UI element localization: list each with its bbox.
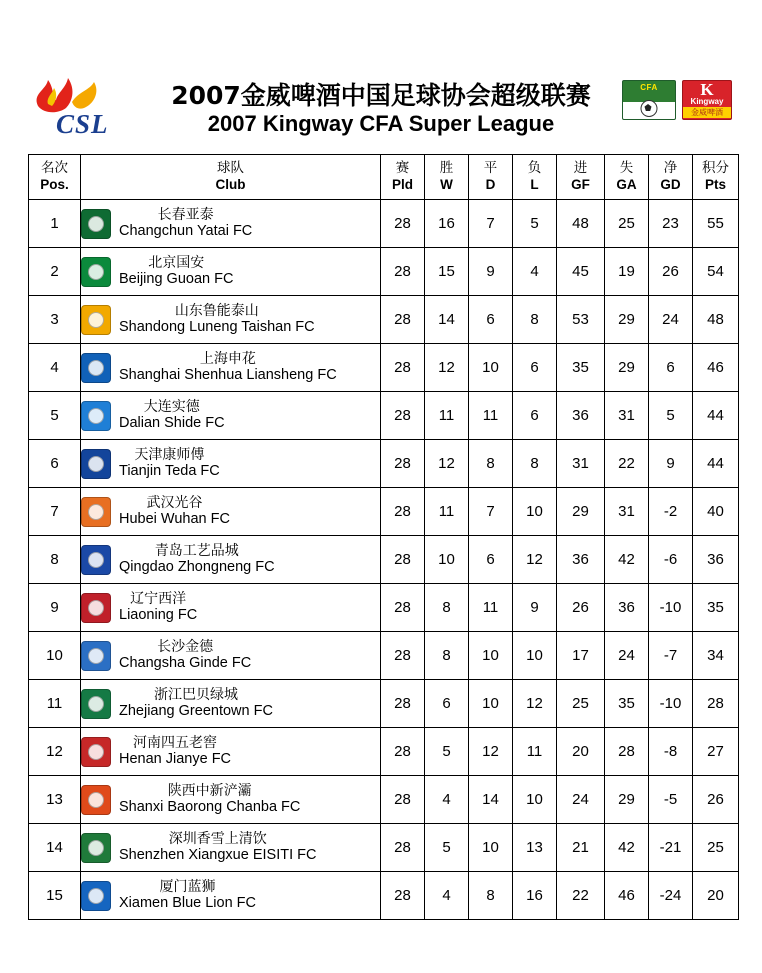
cell-position: 3 bbox=[29, 296, 81, 344]
club-names bbox=[119, 303, 315, 337]
league-standings-table bbox=[28, 154, 739, 920]
cell-goals-against: 28 bbox=[605, 728, 649, 776]
column-header-gf-cn: 进 bbox=[573, 160, 588, 177]
column-header-gf-en: GF bbox=[571, 177, 590, 192]
table-row bbox=[29, 440, 739, 488]
cell-played: 28 bbox=[381, 296, 425, 344]
club-names bbox=[119, 447, 220, 481]
cell-club bbox=[81, 872, 381, 920]
table-body bbox=[29, 200, 739, 920]
cell-points: 26 bbox=[693, 776, 739, 824]
kingway-logo-cn: 金威啤酒 bbox=[683, 107, 731, 118]
column-header-gd bbox=[649, 155, 693, 200]
cell-goal-difference: -2 bbox=[649, 488, 693, 536]
cell-points: 20 bbox=[693, 872, 739, 920]
cell-lost: 10 bbox=[513, 632, 557, 680]
club-name-en: Shenzhen Xiangxue EISITI FC bbox=[119, 847, 317, 864]
cell-drawn: 11 bbox=[469, 584, 513, 632]
cell-club bbox=[81, 776, 381, 824]
club-crest-icon bbox=[81, 737, 111, 767]
cell-won: 12 bbox=[425, 344, 469, 392]
club-names bbox=[119, 687, 273, 721]
cell-goals-for: 20 bbox=[557, 728, 605, 776]
column-header-l-en: L bbox=[530, 177, 539, 192]
cell-club bbox=[81, 344, 381, 392]
club-crest-icon bbox=[81, 689, 111, 719]
cell-played: 28 bbox=[381, 584, 425, 632]
column-header-l-cn: 负 bbox=[527, 160, 542, 177]
cell-drawn: 10 bbox=[469, 344, 513, 392]
cell-position: 14 bbox=[29, 824, 81, 872]
cell-played: 28 bbox=[381, 248, 425, 296]
cell-played: 28 bbox=[381, 392, 425, 440]
cell-won: 11 bbox=[425, 488, 469, 536]
cell-position: 4 bbox=[29, 344, 81, 392]
club-crest-icon bbox=[81, 833, 111, 863]
club-name-cn: 河南四五老窖 bbox=[133, 734, 218, 751]
cell-goal-difference: 6 bbox=[649, 344, 693, 392]
cell-goal-difference: -10 bbox=[649, 584, 693, 632]
club-name-en: Dalian Shide FC bbox=[119, 415, 225, 432]
club-names bbox=[119, 879, 256, 913]
club-names bbox=[119, 399, 225, 433]
cell-lost: 10 bbox=[513, 776, 557, 824]
column-header-pld bbox=[381, 155, 425, 200]
club-name-en: Henan Jianye FC bbox=[119, 751, 232, 768]
cell-lost: 8 bbox=[513, 440, 557, 488]
cell-played: 28 bbox=[381, 680, 425, 728]
column-header-d-cn: 平 bbox=[483, 160, 498, 177]
standings-page bbox=[0, 70, 762, 973]
club-names bbox=[119, 255, 233, 289]
table-row bbox=[29, 296, 739, 344]
club-name-en: Tianjin Teda FC bbox=[119, 463, 220, 480]
cell-position: 1 bbox=[29, 200, 81, 248]
cfa-logo bbox=[622, 80, 676, 120]
cell-won: 12 bbox=[425, 440, 469, 488]
cell-drawn: 9 bbox=[469, 248, 513, 296]
cell-club bbox=[81, 584, 381, 632]
cell-goals-against: 31 bbox=[605, 488, 649, 536]
cell-drawn: 7 bbox=[469, 200, 513, 248]
club-names bbox=[119, 543, 275, 577]
cell-played: 28 bbox=[381, 200, 425, 248]
cell-drawn: 11 bbox=[469, 392, 513, 440]
club-crest-icon bbox=[81, 593, 111, 623]
cell-points: 34 bbox=[693, 632, 739, 680]
cell-won: 11 bbox=[425, 392, 469, 440]
cell-club bbox=[81, 488, 381, 536]
cell-won: 16 bbox=[425, 200, 469, 248]
cell-club bbox=[81, 296, 381, 344]
cell-lost: 8 bbox=[513, 296, 557, 344]
kingway-logo-initial: K bbox=[700, 80, 714, 99]
cell-goal-difference: -5 bbox=[649, 776, 693, 824]
cell-goals-for: 17 bbox=[557, 632, 605, 680]
cell-goals-for: 48 bbox=[557, 200, 605, 248]
cell-drawn: 6 bbox=[469, 536, 513, 584]
club-name-en: Changchun Yatai FC bbox=[119, 223, 253, 240]
club-name-cn: 山东鲁能泰山 bbox=[174, 302, 259, 319]
cell-lost: 4 bbox=[513, 248, 557, 296]
column-header-pos bbox=[29, 155, 81, 200]
cell-club bbox=[81, 248, 381, 296]
cell-points: 36 bbox=[693, 536, 739, 584]
club-name-cn: 浙江巴贝绿城 bbox=[153, 686, 238, 703]
cell-goals-against: 25 bbox=[605, 200, 649, 248]
kingway-logo-en: Kingway bbox=[690, 97, 724, 106]
cell-goals-against: 42 bbox=[605, 536, 649, 584]
cell-position: 5 bbox=[29, 392, 81, 440]
cell-goals-against: 29 bbox=[605, 344, 649, 392]
cell-points: 44 bbox=[693, 392, 739, 440]
cell-lost: 6 bbox=[513, 344, 557, 392]
cell-goals-against: 29 bbox=[605, 776, 649, 824]
cell-goals-for: 45 bbox=[557, 248, 605, 296]
club-crest-icon bbox=[81, 785, 111, 815]
column-header-ga bbox=[605, 155, 649, 200]
cell-points: 46 bbox=[693, 344, 739, 392]
cell-position: 12 bbox=[29, 728, 81, 776]
cell-won: 8 bbox=[425, 632, 469, 680]
cell-played: 28 bbox=[381, 536, 425, 584]
column-header-l bbox=[513, 155, 557, 200]
cell-goals-against: 31 bbox=[605, 392, 649, 440]
club-name-cn: 长沙金德 bbox=[157, 638, 214, 655]
cell-points: 35 bbox=[693, 584, 739, 632]
cell-club bbox=[81, 200, 381, 248]
cell-goals-against: 29 bbox=[605, 296, 649, 344]
column-header-pos-en: Pos. bbox=[40, 177, 69, 192]
club-name-cn: 深圳香雪上清饮 bbox=[168, 830, 267, 847]
column-header-w-en: W bbox=[440, 177, 453, 192]
club-names bbox=[119, 831, 316, 865]
cell-position: 6 bbox=[29, 440, 81, 488]
column-header-gd-en: GD bbox=[660, 177, 681, 192]
club-crest-icon bbox=[81, 353, 111, 383]
club-name-cn: 上海申花 bbox=[199, 350, 256, 367]
cell-won: 6 bbox=[425, 680, 469, 728]
cell-won: 10 bbox=[425, 536, 469, 584]
cell-played: 28 bbox=[381, 776, 425, 824]
column-header-club bbox=[81, 155, 381, 200]
sponsor-logos bbox=[622, 80, 732, 120]
club-names bbox=[119, 783, 300, 817]
cell-points: 44 bbox=[693, 440, 739, 488]
cell-goal-difference: -7 bbox=[649, 632, 693, 680]
cell-club bbox=[81, 680, 381, 728]
cell-goal-difference: -8 bbox=[649, 728, 693, 776]
club-name-en: Shanghai Shenhua Liansheng FC bbox=[119, 367, 337, 384]
table-row bbox=[29, 248, 739, 296]
club-names bbox=[119, 639, 251, 673]
table-row bbox=[29, 776, 739, 824]
csl-wordmark: CSL bbox=[56, 109, 109, 139]
club-name-en: Zhejiang Greentown FC bbox=[119, 703, 273, 720]
cell-club bbox=[81, 824, 381, 872]
cell-lost: 16 bbox=[513, 872, 557, 920]
club-crest-icon bbox=[81, 257, 111, 287]
cell-drawn: 8 bbox=[469, 440, 513, 488]
page-title-cn: 2007金威啤酒中国足球协会超级联赛 bbox=[171, 80, 591, 110]
club-name-cn: 厦门蓝狮 bbox=[159, 878, 216, 895]
club-name-en: Shandong Luneng Taishan FC bbox=[119, 319, 315, 336]
cell-drawn: 14 bbox=[469, 776, 513, 824]
cell-drawn: 10 bbox=[469, 680, 513, 728]
table-row bbox=[29, 392, 739, 440]
cell-goals-for: 22 bbox=[557, 872, 605, 920]
club-names bbox=[119, 735, 231, 769]
column-header-pts-cn: 积分 bbox=[702, 160, 729, 177]
table-row bbox=[29, 584, 739, 632]
cell-points: 28 bbox=[693, 680, 739, 728]
cell-won: 15 bbox=[425, 248, 469, 296]
club-name-en: Liaoning FC bbox=[119, 607, 198, 624]
club-name-en: Hubei Wuhan FC bbox=[119, 511, 230, 528]
club-name-cn: 青岛工艺品城 bbox=[154, 542, 239, 559]
cell-won: 4 bbox=[425, 872, 469, 920]
club-names bbox=[119, 351, 337, 385]
cell-drawn: 6 bbox=[469, 296, 513, 344]
cell-goals-against: 42 bbox=[605, 824, 649, 872]
column-header-pts bbox=[693, 155, 739, 200]
cell-position: 7 bbox=[29, 488, 81, 536]
table-row bbox=[29, 344, 739, 392]
cell-goal-difference: 23 bbox=[649, 200, 693, 248]
cell-club bbox=[81, 392, 381, 440]
cell-position: 15 bbox=[29, 872, 81, 920]
club-name-cn: 北京国安 bbox=[148, 254, 205, 271]
cell-played: 28 bbox=[381, 344, 425, 392]
cell-won: 4 bbox=[425, 776, 469, 824]
club-name-en: Shanxi Baorong Chanba FC bbox=[119, 799, 301, 816]
club-name-cn: 武汉光谷 bbox=[146, 494, 203, 511]
cell-lost: 11 bbox=[513, 728, 557, 776]
table-row bbox=[29, 200, 739, 248]
cell-club bbox=[81, 728, 381, 776]
cell-won: 5 bbox=[425, 824, 469, 872]
cell-lost: 9 bbox=[513, 584, 557, 632]
club-name-en: Qingdao Zhongneng FC bbox=[119, 559, 275, 576]
cell-position: 2 bbox=[29, 248, 81, 296]
cell-goals-against: 24 bbox=[605, 632, 649, 680]
column-header-ga-en: GA bbox=[616, 177, 637, 192]
cell-points: 55 bbox=[693, 200, 739, 248]
cell-points: 48 bbox=[693, 296, 739, 344]
club-name-cn: 长春亚泰 bbox=[157, 206, 214, 223]
club-crest-icon bbox=[81, 545, 111, 575]
cell-club bbox=[81, 440, 381, 488]
cell-goals-for: 26 bbox=[557, 584, 605, 632]
column-header-d-en: D bbox=[485, 177, 496, 192]
cell-club bbox=[81, 536, 381, 584]
cell-goals-for: 31 bbox=[557, 440, 605, 488]
cell-played: 28 bbox=[381, 632, 425, 680]
cell-club bbox=[81, 632, 381, 680]
cell-goal-difference: 9 bbox=[649, 440, 693, 488]
cell-points: 27 bbox=[693, 728, 739, 776]
cell-won: 5 bbox=[425, 728, 469, 776]
table-row bbox=[29, 488, 739, 536]
column-header-pts-en: Pts bbox=[704, 177, 726, 192]
cell-goal-difference: 5 bbox=[649, 392, 693, 440]
cell-played: 28 bbox=[381, 440, 425, 488]
cell-drawn: 10 bbox=[469, 824, 513, 872]
cell-played: 28 bbox=[381, 824, 425, 872]
cell-won: 8 bbox=[425, 584, 469, 632]
table-row bbox=[29, 824, 739, 872]
club-name-cn: 天津康师傅 bbox=[134, 446, 205, 463]
cell-lost: 12 bbox=[513, 680, 557, 728]
cell-goals-for: 53 bbox=[557, 296, 605, 344]
cell-played: 28 bbox=[381, 872, 425, 920]
cell-lost: 10 bbox=[513, 488, 557, 536]
cell-goals-for: 25 bbox=[557, 680, 605, 728]
cell-goals-for: 35 bbox=[557, 344, 605, 392]
table-row bbox=[29, 872, 739, 920]
cell-goals-against: 36 bbox=[605, 584, 649, 632]
page-header bbox=[28, 70, 734, 148]
club-crest-icon bbox=[81, 305, 111, 335]
club-name-cn: 陕西中新浐灞 bbox=[167, 782, 252, 799]
club-name-en: Beijing Guoan FC bbox=[119, 271, 234, 288]
club-name-en: Changsha Ginde FC bbox=[119, 655, 252, 672]
column-header-w bbox=[425, 155, 469, 200]
cell-position: 10 bbox=[29, 632, 81, 680]
column-header-pld-cn: 赛 bbox=[395, 160, 410, 177]
club-crest-icon bbox=[81, 401, 111, 431]
cell-lost: 12 bbox=[513, 536, 557, 584]
cell-goals-for: 21 bbox=[557, 824, 605, 872]
cell-goals-against: 35 bbox=[605, 680, 649, 728]
club-names bbox=[119, 207, 252, 241]
club-crest-icon bbox=[81, 449, 111, 479]
column-header-club-en: Club bbox=[215, 177, 246, 192]
football-icon bbox=[641, 100, 658, 117]
club-crest-icon bbox=[81, 881, 111, 911]
column-header-pos-cn: 名次 bbox=[41, 160, 68, 177]
cell-won: 14 bbox=[425, 296, 469, 344]
club-crest-icon bbox=[81, 641, 111, 671]
table-row bbox=[29, 536, 739, 584]
cell-position: 9 bbox=[29, 584, 81, 632]
club-crest-icon bbox=[81, 209, 111, 239]
cell-goal-difference: -21 bbox=[649, 824, 693, 872]
cell-goal-difference: -10 bbox=[649, 680, 693, 728]
cell-goals-for: 24 bbox=[557, 776, 605, 824]
table-header-row bbox=[29, 155, 739, 200]
cell-points: 25 bbox=[693, 824, 739, 872]
cell-lost: 5 bbox=[513, 200, 557, 248]
cell-position: 8 bbox=[29, 536, 81, 584]
table-row bbox=[29, 632, 739, 680]
cell-goals-against: 46 bbox=[605, 872, 649, 920]
cell-drawn: 12 bbox=[469, 728, 513, 776]
column-header-club-cn: 球队 bbox=[217, 160, 244, 177]
column-header-pld-en: Pld bbox=[391, 177, 413, 192]
cell-goal-difference: -6 bbox=[649, 536, 693, 584]
cell-played: 28 bbox=[381, 728, 425, 776]
club-names bbox=[119, 591, 197, 625]
csl-logo bbox=[32, 76, 140, 142]
club-name-cn: 辽宁西洋 bbox=[130, 590, 187, 607]
cfa-logo-label: CFA bbox=[640, 83, 658, 92]
club-names bbox=[119, 495, 230, 529]
cell-goal-difference: -24 bbox=[649, 872, 693, 920]
cell-points: 40 bbox=[693, 488, 739, 536]
column-header-w-cn: 胜 bbox=[439, 160, 454, 177]
cell-points: 54 bbox=[693, 248, 739, 296]
cell-goals-against: 19 bbox=[605, 248, 649, 296]
column-header-gd-cn: 净 bbox=[663, 160, 678, 177]
club-crest-icon bbox=[81, 497, 111, 527]
cell-drawn: 7 bbox=[469, 488, 513, 536]
cell-lost: 13 bbox=[513, 824, 557, 872]
cell-goals-for: 29 bbox=[557, 488, 605, 536]
cell-goal-difference: 24 bbox=[649, 296, 693, 344]
column-header-gf bbox=[557, 155, 605, 200]
club-name-en: Xiamen Blue Lion FC bbox=[119, 895, 257, 912]
column-header-d bbox=[469, 155, 513, 200]
table-row bbox=[29, 680, 739, 728]
title-block bbox=[171, 82, 591, 137]
cell-lost: 6 bbox=[513, 392, 557, 440]
cell-position: 11 bbox=[29, 680, 81, 728]
cell-played: 28 bbox=[381, 488, 425, 536]
column-header-ga-cn: 失 bbox=[619, 160, 634, 177]
cell-drawn: 8 bbox=[469, 872, 513, 920]
table-row bbox=[29, 728, 739, 776]
cell-goals-for: 36 bbox=[557, 392, 605, 440]
cell-position: 13 bbox=[29, 776, 81, 824]
cell-goal-difference: 26 bbox=[649, 248, 693, 296]
cell-goals-against: 22 bbox=[605, 440, 649, 488]
cell-goals-for: 36 bbox=[557, 536, 605, 584]
club-name-cn: 大连实德 bbox=[143, 398, 200, 415]
page-title-en: 2007 Kingway CFA Super League bbox=[207, 110, 555, 136]
cell-drawn: 10 bbox=[469, 632, 513, 680]
kingway-logo bbox=[682, 80, 732, 120]
